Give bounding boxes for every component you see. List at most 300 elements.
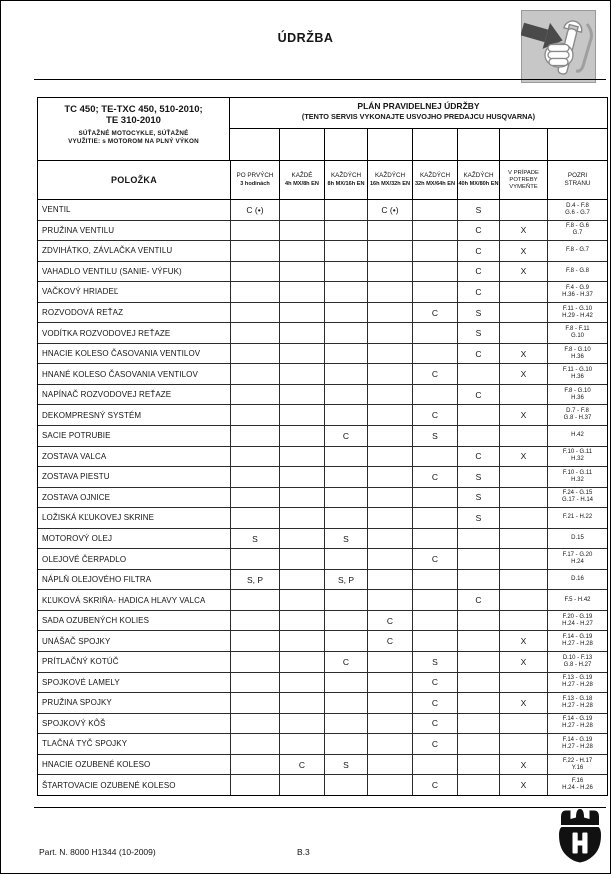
item-label: OLEJOVÉ ČERPADLO [42,554,127,564]
column-header: KAŽDÝCH 8h MX/16h EN [324,161,367,199]
interval-cell [412,323,457,343]
interval-cell [499,549,547,569]
interval-cell: S, P [230,570,279,590]
table-row [38,220,607,241]
empty-header-cell [367,129,412,160]
interval-cell [324,590,367,610]
hand-holding-wrench-icon [521,10,596,83]
page-number: B.3 [297,847,310,857]
interval-cell: C [457,262,499,282]
item-label: SPOJKOVÝ KÔŠ [42,718,106,728]
interval-cell [324,631,367,651]
interval-cell: S [412,652,457,672]
interval-cell [279,673,324,693]
interval-cell: C [412,405,457,425]
interval-cell [230,590,279,610]
interval-cell [457,570,499,590]
interval-cell [412,488,457,508]
table-row [38,466,607,487]
interval-cell: S [457,467,499,487]
interval-cell [230,673,279,693]
interval-cell: C [324,426,367,446]
column-header: POZRI STRANU [547,161,607,199]
model-line-1: TC 450; TE-TXC 450, 510-2010; [64,104,203,115]
interval-cell: C (•) [367,200,412,220]
interval-cell [230,385,279,405]
interval-cell [499,200,547,220]
interval-cell [367,282,412,302]
page-ref-cell: F.4 - G.9 H.36 - H.37 [547,282,607,302]
interval-cell [412,200,457,220]
item-label: VAHADLO VENTILU (SANIE- VÝFUK) [42,266,182,276]
table-row [38,261,607,282]
interval-cell: S [457,508,499,528]
interval-cell [324,467,367,487]
interval-cell [499,529,547,549]
interval-cell [324,673,367,693]
interval-cell: X [499,775,547,795]
interval-cell [230,262,279,282]
interval-cell [457,775,499,795]
interval-cell [324,200,367,220]
item-label: TLAČNÁ TYČ SPOJKY [42,739,128,749]
interval-cell [412,590,457,610]
table-top-header [38,98,607,160]
model-note-2: VYUŽITIE: s MOTOROM NA PLNÝ VÝKON [68,138,199,145]
interval-cell [367,570,412,590]
husqvarna-crown-h-logo [557,807,603,863]
interval-cell [279,590,324,610]
interval-cell [230,775,279,795]
interval-cell: S [324,529,367,549]
interval-cell [324,282,367,302]
interval-cell: C [412,714,457,734]
interval-cell [367,652,412,672]
interval-cell [412,282,457,302]
table-row [38,589,607,610]
table-row [38,507,607,528]
interval-cell [367,447,412,467]
page-ref-cell: F.13 - G.18 H.27 - H.28 [547,693,607,713]
interval-cell [499,426,547,446]
empty-header-cell [279,129,324,160]
interval-cell [457,693,499,713]
column-header: KAŽDÝCH 16h MX/32h EN [367,161,412,199]
interval-cell [367,303,412,323]
interval-cell: S [457,303,499,323]
interval-cell [279,405,324,425]
interval-cell [324,221,367,241]
interval-cell [324,508,367,528]
interval-cell [499,282,547,302]
interval-cell [324,611,367,631]
interval-cell [499,323,547,343]
interval-cell [412,611,457,631]
table-row [38,610,607,631]
table-row [38,754,607,775]
interval-cell: S [457,200,499,220]
interval-cell [230,488,279,508]
item-label: MOTOROVÝ OLEJ [42,534,113,544]
model-line-2: TE 310-2010 [106,115,161,126]
page-ref-cell: F.10 - G.11 H.32 [547,447,607,467]
interval-cell [230,508,279,528]
interval-cell: C [279,755,324,775]
interval-cell [367,549,412,569]
interval-cell [499,570,547,590]
table-row [38,713,607,734]
interval-cell [367,693,412,713]
interval-cell: X [499,447,547,467]
interval-cell [279,303,324,323]
interval-cell [230,549,279,569]
interval-cell [324,241,367,261]
interval-cell [279,385,324,405]
empty-header-strip [230,129,607,160]
footer-divider [34,807,606,808]
interval-cell: X [499,631,547,651]
interval-cell: C [457,385,499,405]
item-label: HNANÉ KOLESO ČASOVANIA VENTILOV [42,369,198,379]
interval-cell [324,714,367,734]
interval-cell: C [412,549,457,569]
interval-cell [230,364,279,384]
interval-cell [230,323,279,343]
page-ref-cell: F.17 - G.20 H.24 [547,549,607,569]
column-header: KAŽDÉ 4h MX/8h EN [279,161,324,199]
column-header: V PRÍPADE POTREBY VYMEŇTE [499,161,547,199]
table-row [38,487,607,508]
page-ref-cell: F.24 - G.15 G.17 - H.14 [547,488,607,508]
interval-cell [230,652,279,672]
interval-cell: S [412,426,457,446]
page-ref-cell: F.16 H.24 - H.26 [547,775,607,795]
interval-cell [279,364,324,384]
interval-cell [279,611,324,631]
interval-cell [499,611,547,631]
page-ref-cell: F.10 - G.11 H.32 [547,467,607,487]
interval-cell [412,447,457,467]
interval-cell [230,734,279,754]
interval-cell [230,693,279,713]
page-ref-cell: F.8 - G.7 [547,241,607,261]
interval-cell [412,344,457,364]
interval-cell [457,405,499,425]
model-header-cell [38,98,230,160]
interval-cell: S [324,755,367,775]
interval-cell [499,590,547,610]
item-column-header: POLOŽKA [110,175,158,185]
interval-cell [230,221,279,241]
interval-cell [324,549,367,569]
item-label: ZOSTAVA OJNICE [42,492,111,502]
interval-cell: C [412,734,457,754]
table-row [38,240,607,261]
page-ref-cell: F.13 - G.19 H.27 - H.28 [547,673,607,693]
column-header-row [38,160,607,200]
interval-cell [230,241,279,261]
interval-cell [279,631,324,651]
table-row [38,733,607,754]
empty-header-cell [457,129,499,160]
page-ref-cell: D.10 - F.13 G.8 - H.27 [547,652,607,672]
page-ref-cell: F.22 - H.17 Y.16 [547,755,607,775]
interval-cell [367,241,412,261]
interval-cell [457,611,499,631]
item-label: NÁPLŇ OLEJOVÉHO FILTRA [42,575,152,585]
page-title: ÚDRŽBA [277,31,334,45]
interval-cell: C [457,221,499,241]
interval-cell [457,673,499,693]
interval-cell [499,385,547,405]
interval-cell [367,426,412,446]
table-row [38,200,607,220]
table-row [38,692,607,713]
interval-cell [412,755,457,775]
plan-header-area [230,98,607,160]
interval-cell: C [457,282,499,302]
interval-cell: X [499,405,547,425]
page-ref-cell: F.21 - H.22 [547,508,607,528]
plan-title-line-2: (TENTO SERVIS VYKONAJTE USVOJHO PREDAJCU HUSQVARNA) [301,112,536,121]
interval-cell [412,529,457,549]
page-ref-cell: D.7 - F.8 G.8 - H.37 [547,405,607,425]
interval-cell [279,426,324,446]
crown-shape [561,809,599,825]
interval-cell [279,734,324,754]
interval-cell [279,221,324,241]
interval-cell: C [412,303,457,323]
page-ref-cell: F.5 - H.42 [547,590,607,610]
interval-cell [499,714,547,734]
interval-cell [279,447,324,467]
item-label: ROZVODOVÁ REŤAZ [42,308,124,317]
item-label: VENTIL [42,205,71,215]
interval-cell [324,405,367,425]
item-label: HNACIE KOLESO ČASOVANIA VENTILOV [42,349,201,359]
interval-cell [499,467,547,487]
page-ref-cell: F.14 - G.19 H.27 - H.28 [547,631,607,651]
interval-cell [412,631,457,651]
interval-cell [499,673,547,693]
item-label: KĽUKOVÁ SKRIŇA- HADICA HLAVY VALCA [42,595,206,605]
interval-cell [367,364,412,384]
interval-cell: X [499,652,547,672]
interval-cell: C [412,673,457,693]
item-label: DEKOMPRESNÝ SYSTÉM [42,410,142,420]
page-ref-cell: F.8 - G.8 [547,262,607,282]
interval-cell [367,221,412,241]
interval-cell: C [367,611,412,631]
page-ref-cell: F.8 - F.11 G.10 [547,323,607,343]
item-label: SPOJKOVÉ LAMELY [42,677,120,687]
page-ref-cell: F.20 - G.19 H.24 - H.27 [547,611,607,631]
table-row [38,384,607,405]
item-label: PRUŽINA SPOJKY [42,698,112,708]
interval-cell: X [499,693,547,713]
item-label: ZOSTAVA PIESTU [42,472,110,482]
interval-cell [499,488,547,508]
interval-cell [367,344,412,364]
interval-cell [412,508,457,528]
interval-cell [230,426,279,446]
interval-cell: X [499,241,547,261]
interval-cell [324,344,367,364]
empty-header-cell [547,129,607,160]
interval-cell [457,364,499,384]
interval-cell [367,467,412,487]
interval-cell [279,200,324,220]
interval-cell: C [412,364,457,384]
interval-cell [230,631,279,651]
interval-cell [279,344,324,364]
interval-cell [279,488,324,508]
empty-header-cell [230,129,279,160]
interval-cell [279,529,324,549]
interval-cell [367,529,412,549]
interval-cell: S, P [324,570,367,590]
interval-cell [367,488,412,508]
page-ref-cell: D.16 [547,570,607,590]
interval-cell: C [457,344,499,364]
plan-header-cell [230,98,607,129]
interval-cell: C [412,775,457,795]
interval-cell [324,323,367,343]
interval-cell [367,262,412,282]
interval-cell: C [457,590,499,610]
interval-cell [367,323,412,343]
interval-cell [279,570,324,590]
empty-header-cell [412,129,457,160]
interval-cell [324,262,367,282]
item-label: HNACIE OZUBENÉ KOLESO [42,760,151,770]
interval-cell [412,262,457,282]
page-ref-cell: F.11 - G.10 H.29 - H.42 [547,303,607,323]
interval-cell: X [499,344,547,364]
item-label: PRÍTLAČNÝ KOTÚČ [42,657,119,667]
table-row [38,322,607,343]
fist-shape [545,43,573,67]
interval-cell [412,241,457,261]
interval-cell [367,775,412,795]
interval-cell [279,693,324,713]
interval-cell: X [499,364,547,384]
page-ref-cell: D.15 [547,529,607,549]
interval-cell [279,323,324,343]
interval-cell [457,426,499,446]
interval-cell: X [499,755,547,775]
table-row [38,343,607,364]
table-row [38,302,607,323]
item-label: NAPÍNAČ ROZVODOVEJ REŤAZE [42,390,172,400]
page-ref-cell: H.42 [547,426,607,446]
item-label: PRUŽINA VENTILU [42,225,115,235]
table-row [38,363,607,384]
interval-cell [367,508,412,528]
interval-cell [367,755,412,775]
interval-cell [230,282,279,302]
interval-cell [279,549,324,569]
column-header: PO PRVÝCH 3 hodinách [230,161,279,199]
interval-cell: C [457,447,499,467]
page-ref-cell: F.8 - G.6 G.7 [547,221,607,241]
interval-cell [324,385,367,405]
interval-cell [279,714,324,734]
page-ref-cell: D.4 - F.8 G.6 - G.7 [547,200,607,220]
interval-cell [279,241,324,261]
interval-cell [279,467,324,487]
item-label: LOŽISKÁ KĽUKOVEJ SKRINE [42,513,155,523]
table-row [38,528,607,549]
interval-cell [230,467,279,487]
interval-cell: C [324,652,367,672]
interval-cell: X [499,262,547,282]
interval-cell [499,303,547,323]
page-ref-cell: F.14 - G.19 H.27 - H.28 [547,714,607,734]
interval-cell [499,508,547,528]
interval-cell [367,673,412,693]
interval-cell [499,734,547,754]
item-label: SACIE POTRUBIE [42,431,111,441]
interval-cell [412,221,457,241]
interval-cell [457,652,499,672]
interval-cell [230,405,279,425]
interval-cell [324,775,367,795]
interval-cell [279,282,324,302]
table-row [38,630,607,651]
column-header: KAŽDÝCH 32h MX/64h EN [412,161,457,199]
table-body [38,200,607,795]
interval-cell [412,385,457,405]
interval-cell [279,652,324,672]
plan-title-line-1: PLÁN PRAVIDELNEJ ÚDRŽBY [357,101,480,111]
interval-cell [367,734,412,754]
interval-cell: C [457,241,499,261]
column-header: KAŽDÝCH 40h MX/80h EN [457,161,499,199]
page-ref-cell: F.14 - G.19 H.27 - H.28 [547,734,607,754]
page-ref-cell: F.8 - G.10 H.36 [547,385,607,405]
interval-cell [279,775,324,795]
interval-cell [230,755,279,775]
interval-cell [230,611,279,631]
interval-cell [367,590,412,610]
interval-cell [230,344,279,364]
interval-cell [367,714,412,734]
part-number: Part. N. 8000 H1344 (10-2009) [39,847,156,857]
item-label: ZOSTAVA VALCA [42,451,107,461]
interval-cell [457,714,499,734]
item-label: VAČKOVÝ HRIADEĽ [42,287,119,297]
interval-cell [367,405,412,425]
item-label: VODÍTKA ROZVODOVEJ REŤAZE [42,328,171,338]
interval-cell [230,714,279,734]
model-note-1: SÚŤAŽNÉ MOTOCYKLE, SÚŤAŽNÉ [78,130,189,137]
interval-cell [279,262,324,282]
table-row [38,404,607,425]
item-label: UNÁŠAČ SPOJKY [42,636,111,646]
interval-cell: S [230,529,279,549]
maintenance-table [37,97,608,796]
empty-header-cell [324,129,367,160]
item-label: SADA OZUBENÝCH KOLIES [42,616,150,626]
interval-cell: C (•) [230,200,279,220]
interval-cell [279,508,324,528]
table-row [38,548,607,569]
interval-cell [367,385,412,405]
interval-cell [457,549,499,569]
empty-header-cell [499,129,547,160]
interval-cell: C [367,631,412,651]
